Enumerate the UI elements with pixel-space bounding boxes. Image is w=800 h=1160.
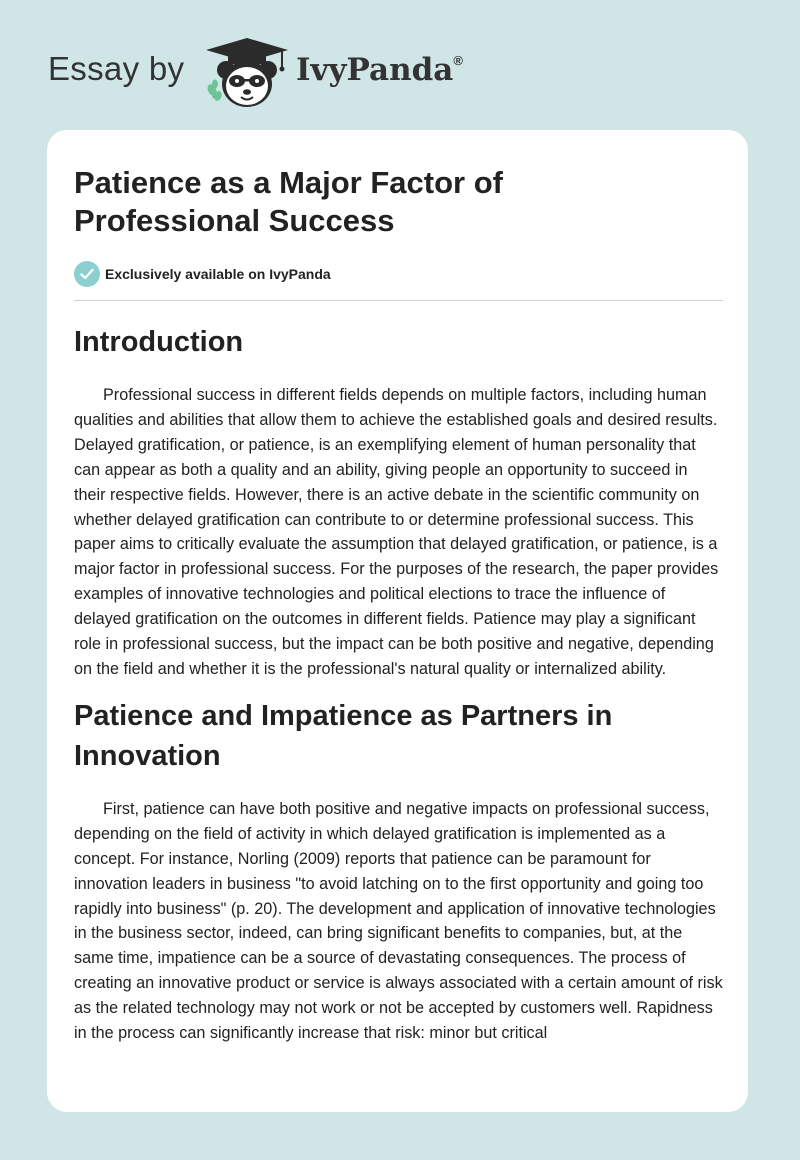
exclusive-badge	[74, 260, 723, 288]
essay-card	[47, 130, 748, 1112]
site-header	[48, 30, 548, 110]
essay-by-label: Essay by	[48, 50, 185, 87]
brand-name[interactable]	[296, 52, 463, 88]
essay-title: Patience as a Major Factor of Professional Success	[74, 165, 503, 238]
title-divider	[74, 300, 723, 301]
check-circle-icon	[74, 261, 100, 287]
section-paragraph-innovation: First, patience can have both positive and negative impacts on professional success, depending on the field of activity in which delayed gratification is implemented as a concept. For instance, Norling (2009) reports that patience can be paramount for innovation leaders in business "to avoid latching on to the first opportunity and going too rapidly into business" (p. 20). The development and application of innovative technologies in the business sector, indeed, can bring significant benefits to companies, but, at the same time, impatience can be a source of devastating consequences. The process of creating an innovative product or service is always associated with a certain amount of risk as the related technology may not work or not be accepted by customers well. Rapidness in the process can significantly increase that risk: minor but critical	[74, 799, 723, 1043]
section-paragraph-introduction: Professional success in different fields depends on multiple factors, including human qualities and abilities that allow them to achieve the established goals and desired results. Delayed gratification, or patience, is an exemplifying element of human personality that can appear as both a quality and an ability, giving people an opportunity to succeed in their respective fields. However, there is an active debate in the scientific community on whether delayed gratification can contribute to or determine professional success. This paper aims to critically evaluate the assumption that delayed gratification, or patience, is a major factor in professional success. For the purposes of the research, the paper provides examples of innovative technologies and political elections to trace the influence of delayed gratification on the outcomes in different fields. Patience may play a significant role in professional success, but the impact can be both positive and negative, depending on the field and whether it is the professional's natural quality or internalized ability.	[74, 386, 719, 678]
registered-mark: ®	[453, 52, 463, 68]
section-heading-innovation: Patience and Impatience as Partners in Innovation	[74, 699, 613, 772]
exclusive-label: Exclusively available on IvyPanda	[105, 266, 331, 282]
section-heading-introduction: Introduction	[74, 326, 244, 358]
essay-content	[74, 130, 723, 1046]
panda-graduate-icon[interactable]	[202, 34, 292, 110]
brand-text: IvyPanda	[296, 52, 454, 88]
